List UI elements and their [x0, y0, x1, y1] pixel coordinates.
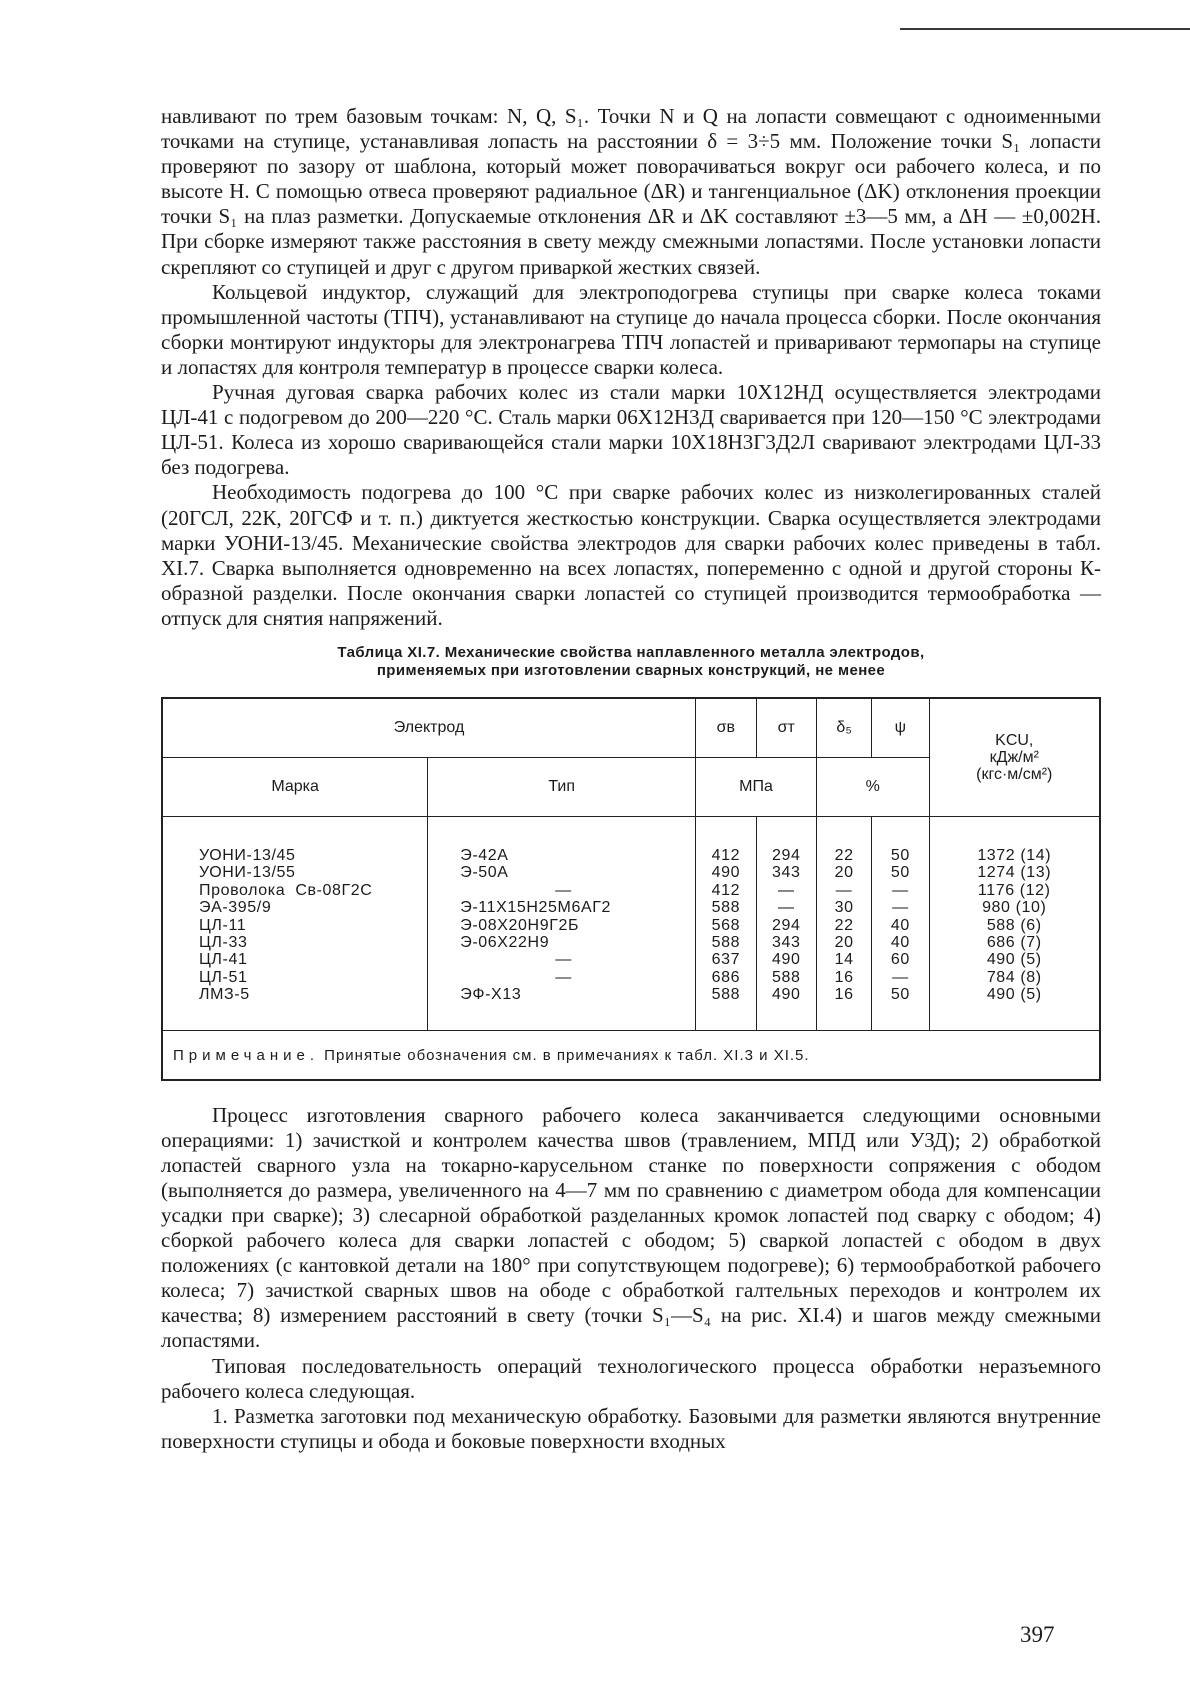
cell-brand: ЦЛ-41 — [199, 951, 248, 969]
cell-brand: ЦЛ-11 — [199, 916, 247, 934]
cell-kcu: 1372 (14) — [977, 846, 1052, 864]
column-type — [428, 816, 696, 1030]
cell-kcu: 1176 (12) — [977, 881, 1051, 899]
cell-sigma-b: 686 — [711, 968, 741, 986]
cell-psi: 40 — [890, 916, 910, 934]
paragraph-step-1: 1. Разметка заготовки под механическую обработку. Базовыми для разметки являются внутренние поверхности ступицы и обода и боковые поверхности входных — [161, 1403, 1101, 1453]
header-kcu-line-3: (кгс·м/см²) — [976, 765, 1053, 783]
cell-psi: — — [892, 899, 909, 917]
column-delta5 — [816, 816, 871, 1030]
cell-brand: УОНИ-13/45 — [199, 846, 296, 864]
table-caption-line-1: Таблица XI.7. Механические свойства наплавленного металла электродов, — [337, 643, 925, 661]
page-content — [161, 104, 1101, 1454]
cell-kcu: 686 (7) — [986, 934, 1042, 951]
cell-sigma-b: 588 — [711, 934, 741, 951]
cell-type: — — [555, 951, 572, 969]
cell-sigma-t: 343 — [772, 934, 801, 951]
cell-sigma-b: 568 — [711, 916, 741, 934]
paragraph-final-operations: Процесс изготовления сварного рабочего колеса заканчивается следующими основными операциями: 1) зачисткой и контролем качества швов (травлением, МПД или УЗД); 2) обработкой лопастей сварного узла на токарно-карусельном станке по поверхности сопряжения с ободом (выполняется до размера, увеличенного на 4—7 мм по сравнению с диаметром обода для компенсации усадки при сварке); 3) слесарной обработкой разделанных кромок лопастей под сварку с ободом; 4) сборкой рабочего колеса для сварки лопастей с ободом; 5) сваркой лопастей с ободом в двух положениях (с кантовкой детали на 180° при сопутствующем подогреве); 6) термообработкой рабочего колеса; 7) зачисткой сварных швов на ободе с обработкой галтельных переходов и контролем их качества; 8) измерением расстояний в свету (точки S₁—S₄ на рис. XI.4) и шагов между смежными лопастями. — [161, 1102, 1101, 1353]
cell-psi: 50 — [890, 864, 910, 882]
header-percent: % — [816, 757, 929, 816]
header-delta5: δ₅ — [816, 698, 871, 758]
cell-sigma-t: 294 — [772, 846, 801, 864]
cell-psi: 60 — [890, 951, 910, 969]
cell-delta5: 14 — [834, 951, 854, 969]
cell-type: — — [555, 881, 572, 899]
cell-brand: Проволока Св-08Г2С — [199, 881, 373, 899]
cell-brand: ЦЛ-33 — [199, 934, 248, 951]
cell-sigma-b: 637 — [711, 951, 741, 969]
cell-sigma-t: — — [777, 899, 795, 917]
cell-sigma-b: 412 — [711, 881, 741, 899]
header-sigma-t: σт — [756, 698, 816, 758]
header-electrode: Электрод — [162, 698, 696, 758]
cell-delta5: 22 — [834, 916, 854, 934]
cell-sigma-t: 490 — [772, 986, 801, 1004]
column-sigma-b — [696, 816, 756, 1030]
cell-delta5: 20 — [834, 934, 854, 951]
cell-kcu: 490 (5) — [986, 951, 1042, 969]
cell-delta5: 20 — [834, 864, 854, 882]
table-data-block — [162, 816, 1100, 1030]
cell-type: Э-06Х22Н9 — [460, 934, 550, 951]
paragraph-manual-welding: Ручная дуговая сварка рабочих колес из стали марки 10Х12НД осуществляется электродами ЦЛ-41 с подогревом до 200—220 °С. Сталь марки 06Х12Н3Д сваривается при 120—150 °С электродами ЦЛ-51. Колеса из хорошо сваривающейся стали марки 10Х18Н3Г3Д2Л сваривают электродами ЦЛ-33 без подогрева. — [161, 380, 1101, 480]
cell-brand: ЭА-395/9 — [199, 899, 272, 917]
header-kcu-line-1: KCU, — [995, 731, 1034, 749]
cell-brand: ЦЛ-51 — [199, 968, 248, 986]
cell-type: Э-11Х15Н25М6АГ2 — [460, 899, 611, 917]
table-caption — [161, 644, 1101, 680]
cell-type: Э-50А — [460, 864, 509, 882]
scan-top-rule — [900, 28, 1190, 30]
cell-brand: ЛМЗ-5 — [199, 986, 250, 1004]
column-psi — [872, 816, 929, 1030]
cell-delta5: 22 — [834, 846, 854, 864]
paragraph-assembly-points: навливают по трем базовым точкам: N, Q, S₁. Точки N и Q на лопасти совмещают с одноименными точками на ступице, устанавливая лопасть на расстоянии δ = 3÷5 мм. Положение точки S₁ лопасти проверяют по зазору от шаблона, который может поворачиваться вокруг оси рабочего колеса, и по высоте H. С помощью отвеса проверяют радиальное (ΔR) и тангенциальное (ΔK) отклонения проекции точки S₁ на плаз разметки. Допускаемые отклонения ΔR и ΔK составляют ±3—5 мм, а ΔH — ±0,002H. При сборке измеряют также расстояния в свету между смежными лопастями. После установки лопасти скрепляют со ступицей и друг с другом приваркой жестких связей. — [161, 104, 1101, 279]
cell-brand: УОНИ-13/55 — [199, 864, 296, 882]
cell-psi: 40 — [890, 934, 910, 951]
column-sigma-t — [756, 816, 816, 1030]
cell-delta5: 30 — [834, 899, 854, 917]
header-mpa: МПа — [696, 757, 817, 816]
cell-sigma-b: 588 — [711, 986, 741, 1004]
header-sigma-b: σв — [696, 698, 756, 758]
header-kcu — [929, 698, 1100, 817]
cell-delta5: — — [835, 881, 853, 899]
table-note — [162, 1030, 1100, 1080]
cell-kcu: 1274 (13) — [977, 864, 1052, 882]
header-type: Тип — [428, 757, 696, 816]
column-brand — [162, 816, 428, 1030]
cell-delta5: 16 — [834, 968, 854, 986]
cell-psi: — — [892, 968, 909, 986]
electrode-properties-table — [161, 697, 1101, 1081]
paragraph-preheating: Необходимость подогрева до 100 °С при сварке рабочих колес из низколегированных сталей (20ГСЛ, 22К, 20ГСФ и т. п.) диктуется жесткостью конструкции. Сварка осуществляется электродами марки УОНИ-13/45. Механические свойства электродов для сварки рабочих колес приведены в табл. XI.7. Сварка выполняется одновременно на всех лопастях, попеременно с одной и другой стороны К-образной разделки. После окончания сварки лопастей со ступицей производится термообработка — отпуск для снятия напряжений. — [161, 480, 1101, 630]
table-note-text: Принятые обозначения см. в примечаниях к табл. XI.3 и XI.5. — [319, 1046, 810, 1064]
cell-psi: — — [892, 881, 909, 899]
cell-sigma-t: 490 — [772, 951, 801, 969]
table-caption-line-2: применяемых при изготовлении сварных конструкций, не менее — [376, 661, 886, 679]
cell-psi: 50 — [890, 846, 910, 864]
page-number: 397 — [1020, 1622, 1055, 1647]
paragraph-sequence-intro: Типовая последовательность операций технологического процесса обработки неразъемного рабочего колеса следующая. — [161, 1353, 1101, 1403]
cell-sigma-b: 490 — [711, 864, 741, 882]
cell-psi: 50 — [890, 986, 910, 1004]
cell-kcu: 784 (8) — [986, 968, 1042, 986]
cell-sigma-b: 588 — [711, 899, 741, 917]
cell-sigma-t: — — [777, 881, 795, 899]
paragraph-inductor: Кольцевой индуктор, служащий для электроподогрева ступицы при сварке колеса токами промышленной частоты (ТПЧ), устанавливают на ступице до начала процесса сборки. После окончания сборки монтируют индукторы для электронагрева ТПЧ лопастей и приваривают термопары на ступице и лопастях для контроля температур в процессе сварки колеса. — [161, 279, 1101, 379]
header-psi: ψ — [872, 698, 929, 758]
cell-type: ЭФ-Х13 — [460, 986, 522, 1004]
cell-type: — — [555, 968, 572, 986]
cell-kcu: 490 (5) — [986, 986, 1042, 1004]
cell-delta5: 16 — [834, 986, 854, 1004]
cell-sigma-t: 588 — [772, 968, 801, 986]
cell-type: Э-08Х20Н9Г2Б — [460, 916, 580, 934]
cell-sigma-t: 294 — [772, 916, 801, 934]
header-brand: Марка — [162, 757, 428, 816]
cell-kcu: 980 (10) — [982, 899, 1047, 917]
header-kcu-line-2: кДж/м² — [989, 748, 1039, 766]
cell-type: Э-42А — [460, 846, 509, 864]
cell-sigma-t: 343 — [772, 864, 801, 882]
table-note-label: Примечание. — [173, 1046, 319, 1064]
cell-kcu: 588 (6) — [986, 916, 1042, 934]
column-kcu — [929, 816, 1100, 1030]
cell-sigma-b: 412 — [711, 846, 741, 864]
